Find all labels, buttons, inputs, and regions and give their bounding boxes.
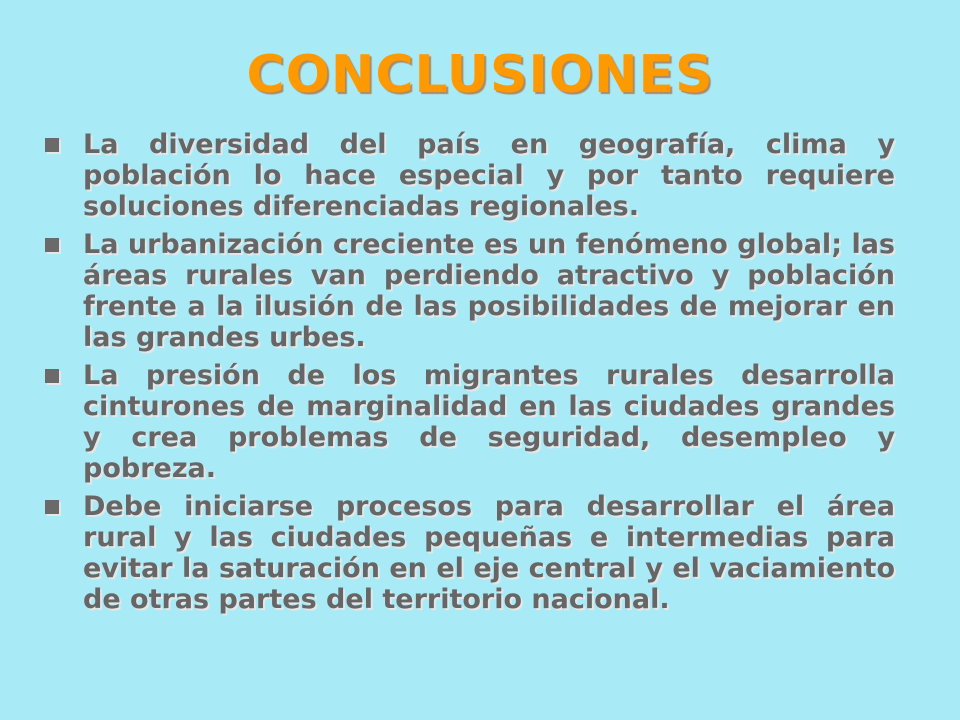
bullet-item: [45, 491, 895, 615]
bullet-list: [45, 129, 895, 622]
bullet-text: La diversidad del país en geografía, clima y población lo hace especial y por tanto requiere soluciones diferenciadas regionales.: [83, 129, 895, 222]
bullet-item: [45, 360, 895, 484]
square-bullet-icon: [45, 238, 59, 252]
square-bullet-icon: [45, 500, 59, 514]
bullet-text: La presión de los migrantes rurales desarrolla cinturones de marginalidad en las ciudades grandes y crea problemas de seguridad, desempleo y pobreza.: [83, 360, 895, 484]
bullet-item: [45, 129, 895, 222]
bullet-text: Debe iniciarse procesos para desarrollar el área rural y las ciudades pequeñas e intermedias para evitar la saturación en el eje central y el vaciamiento de otras partes del territorio nacional.: [83, 491, 895, 615]
square-bullet-icon: [45, 138, 59, 152]
square-bullet-icon: [45, 369, 59, 383]
bullet-text: La urbanización creciente es un fenómeno global; las áreas rurales van perdiendo atractivo y población frente a la ilusión de las posibilidades de mejorar en las grandes urbes.: [83, 229, 895, 353]
slide-title: CONCLUSIONES: [246, 45, 714, 105]
bullet-item: [45, 229, 895, 353]
